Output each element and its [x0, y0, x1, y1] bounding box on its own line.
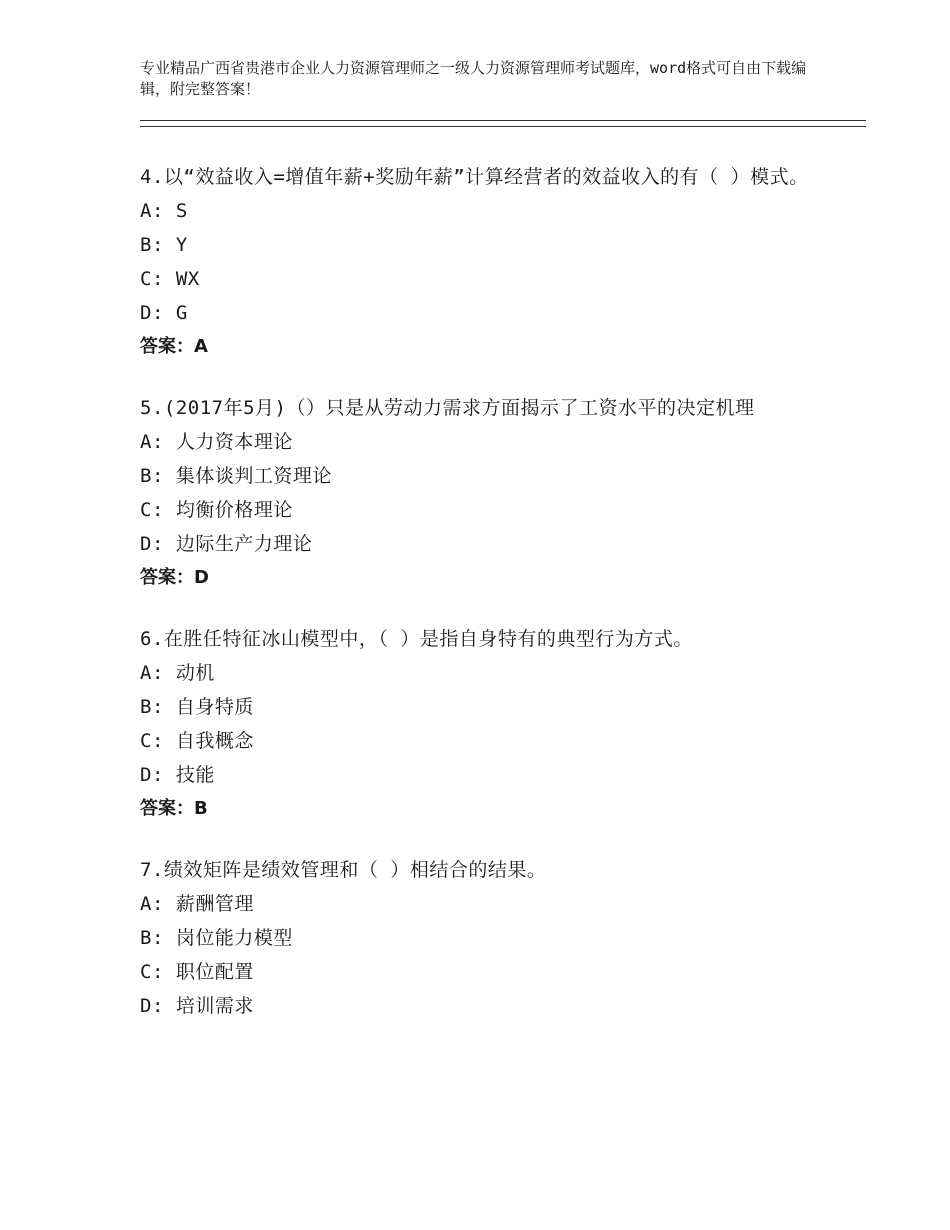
- option-b: B: 集体谈判工资理论: [140, 465, 332, 487]
- question-7: [140, 853, 820, 1023]
- option-d: D: 边际生产力理论: [140, 533, 313, 555]
- answer-line: 答案：B: [140, 798, 208, 819]
- answer-line: 答案：D: [140, 567, 209, 588]
- question-stem: 6.在胜任特征冰山模型中，（ ）是指自身特有的典型行为方式。: [140, 628, 693, 650]
- option-d: D: 技能: [140, 764, 215, 786]
- option-a: A: 薪酬管理: [140, 893, 254, 915]
- answer-line: 答案：A: [140, 336, 208, 357]
- question-6: [140, 622, 820, 826]
- question-stem: 5.(2017年5月)（）只是从劳动力需求方面揭示了工资水平的决定机理: [140, 397, 755, 419]
- option-c: C: WX: [140, 268, 200, 290]
- option-d: D: 培训需求: [140, 995, 254, 1017]
- option-c: C: 自我概念: [140, 730, 254, 752]
- question-stem: 7.绩效矩阵是绩效管理和（ ）相结合的结果。: [140, 859, 547, 881]
- option-a: A: 动机: [140, 662, 215, 684]
- question-list: [140, 160, 820, 1050]
- question-4: [140, 160, 820, 364]
- option-b: B: 自身特质: [140, 696, 254, 718]
- option-b: B: 岗位能力模型: [140, 927, 293, 949]
- option-d: D: G: [140, 302, 188, 324]
- header-divider: [140, 120, 866, 127]
- option-a: A: 人力资本理论: [140, 431, 293, 453]
- question-stem: 4.以“效益收入=增值年薪+奖励年薪”计算经营者的效益收入的有（ ）模式。: [140, 166, 809, 188]
- option-a: A: S: [140, 200, 188, 222]
- document-header: 专业精品广西省贵港市企业人力资源管理师之一级人力资源管理师考试题库，word格式可自由下载编辑，附完整答案！: [140, 59, 807, 98]
- option-b: B: Y: [140, 234, 188, 256]
- option-c: C: 均衡价格理论: [140, 499, 293, 521]
- option-c: C: 职位配置: [140, 961, 254, 983]
- question-5: [140, 391, 820, 595]
